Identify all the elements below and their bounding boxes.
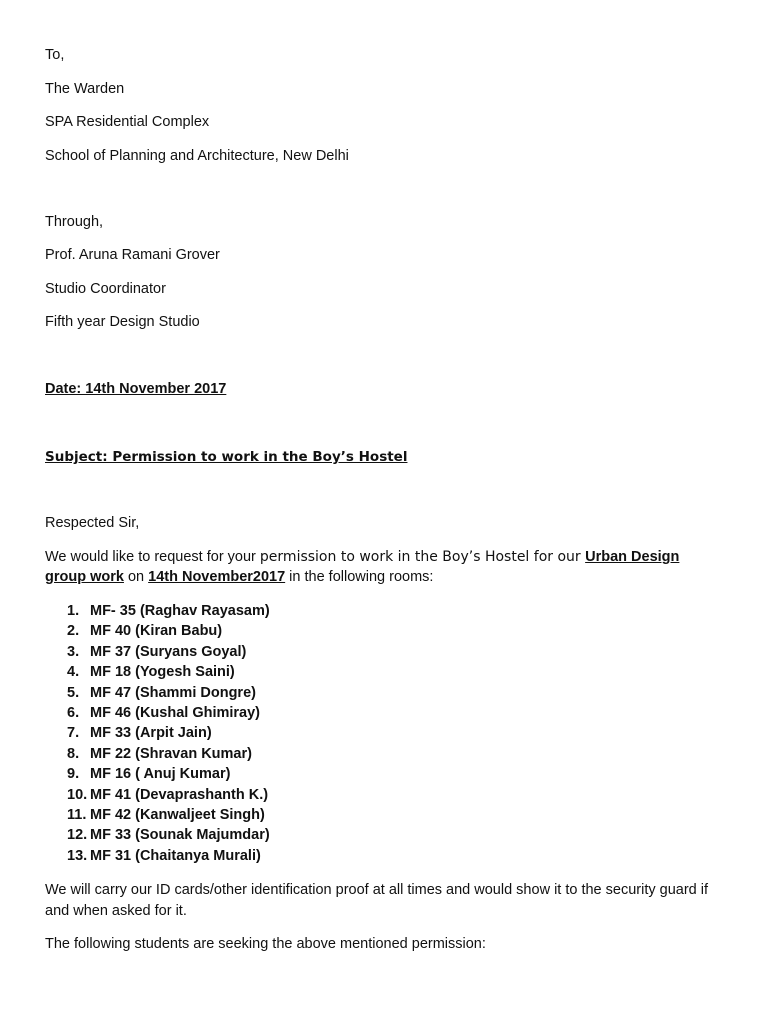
list-item-text: MF 42 (Kanwaljeet Singh) [90, 806, 265, 823]
list-item [45, 663, 270, 683]
list-item-number: 2. [67, 623, 80, 640]
list-item-text: MF 18 (Yogesh Saini) [90, 664, 235, 681]
list-item-text: MF 22 (Shravan Kumar) [90, 745, 252, 762]
list-item [45, 622, 270, 642]
list-item-text: MF 31 (Chaitanya Murali) [90, 847, 261, 864]
list-item-text: MF- 35 (Raghav Rayasam) [90, 603, 270, 619]
list-item-text: MF 16 ( Anuj Kumar) [90, 766, 231, 783]
studio-name: Fifth year Design Studio [45, 314, 200, 330]
students-statement: The following students are seeking the above mentioned permission: [45, 936, 486, 952]
request-bold-urban-design: Urban Design [585, 549, 680, 565]
id-statement: We will carry our ID cards/other identification proof at all times and would show it to the security guard if and when asked for it. [45, 882, 708, 919]
greeting: Respected Sir, [45, 515, 140, 531]
list-item-number: 12. [67, 827, 88, 844]
list-item-text: MF 40 (Kiran Babu) [90, 623, 223, 640]
list-item [45, 684, 270, 704]
list-item-number: 5. [67, 684, 80, 701]
salutation: To, [45, 47, 65, 63]
request-text-2: permission to work in the Boy’s Hostel for our [259, 549, 586, 565]
letter-subject: Subject: Permission to work in the Boy’s Hostel [45, 449, 408, 465]
list-item-text: MF 47 (Shammi Dongre) [90, 684, 256, 701]
list-item [45, 745, 270, 765]
request-on: on [123, 569, 149, 585]
list-item-number: 7. [67, 725, 80, 742]
list-item-text: MF 37 (Suryans Goyal) [90, 643, 247, 660]
list-item [45, 602, 270, 622]
list-item [45, 643, 270, 663]
list-item [45, 724, 270, 744]
list-item-number: 8. [67, 745, 80, 762]
request-line-1 [45, 548, 679, 566]
request-tail: in the following rooms: [285, 569, 434, 585]
list-item-number: 10. [67, 786, 88, 803]
residential-complex: SPA Residential Complex [45, 114, 210, 130]
list-item-text: MF 33 (Arpit Jain) [90, 725, 212, 742]
list-item [45, 786, 270, 806]
recipient: The Warden [45, 81, 125, 97]
request-line-2 [45, 568, 433, 586]
list-item-number: 1. [67, 603, 80, 619]
request-text-1: We would like to request for your [45, 549, 260, 565]
request-bold-date: 14th November2017 [148, 569, 286, 585]
list-item [45, 847, 270, 867]
list-item-number: 11. [67, 806, 87, 823]
list-item [45, 765, 270, 785]
list-item-number: 13. [67, 847, 88, 864]
list-item [45, 806, 270, 826]
request-bold-group-work: group work [45, 569, 124, 585]
room-list [45, 602, 270, 867]
list-item-text: MF 46 (Kushal Ghimiray) [90, 704, 261, 721]
list-item-text: MF 41 (Devaprashanth K.) [90, 786, 269, 803]
letter-date: Date: 14th November 2017 [45, 381, 227, 397]
list-item [45, 826, 270, 846]
through-label: Through, [45, 214, 104, 230]
list-item-number: 4. [67, 664, 80, 681]
institution: School of Planning and Architecture, New Delhi [45, 148, 349, 164]
list-item-number: 6. [67, 704, 80, 721]
coordinator-role: Studio Coordinator [45, 281, 166, 297]
coordinator-name: Prof. Aruna Ramani Grover [45, 247, 220, 263]
list-item-number: 9. [67, 766, 80, 783]
list-item-text: MF 33 (Sounak Majumdar) [90, 827, 270, 844]
list-item [45, 704, 270, 724]
list-item-number: 3. [67, 643, 80, 660]
